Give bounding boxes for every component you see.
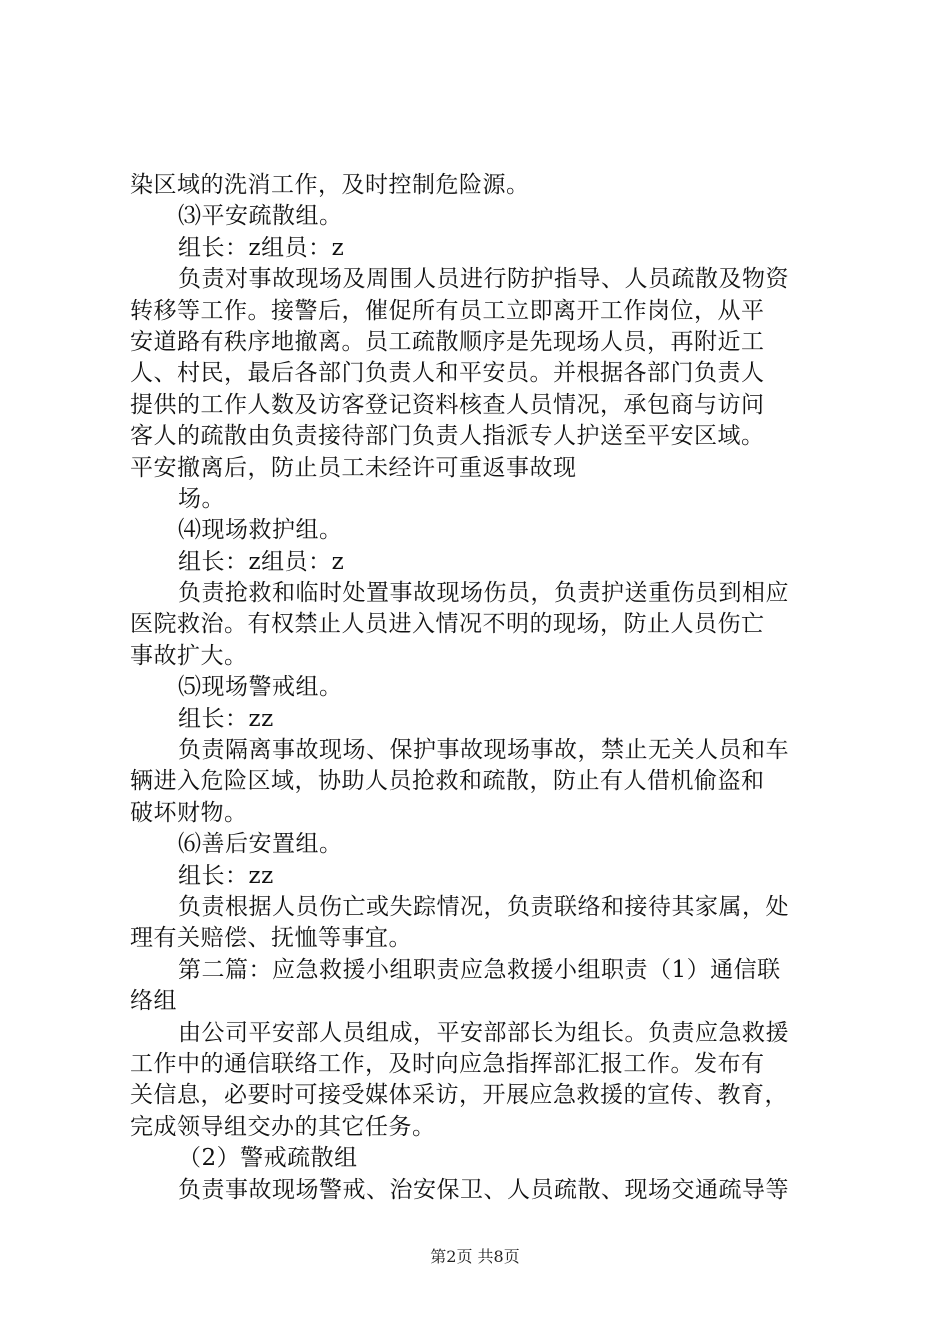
text-line: 转移等工作。接警后，催促所有员工立即离开工作岗位，从平: [130, 297, 765, 324]
text-line: ⑶平安疏散组。: [178, 203, 343, 230]
text-line: 理有关赔偿、抚恤等事宜。: [130, 925, 412, 952]
text-line: ⑸现场警戒组。: [178, 674, 343, 701]
text-line: 负责根据人员伤亡或失踪情况，负责联络和接待其家属，处: [178, 893, 789, 920]
text-line: 工作中的通信联络工作，及时向应急指挥部汇报工作。发布有: [130, 1050, 765, 1077]
text-line: 组长：z组员：z: [178, 234, 345, 261]
text-line: 平安撤离后，防止员工未经许可重返事故现: [130, 454, 577, 481]
text-line: 组长：z组员：z: [178, 548, 345, 575]
text-line: 事故扩大。: [130, 642, 248, 669]
text-line: ⑷现场救护组。: [178, 517, 343, 544]
text-line: 负责事故现场警戒、治安保卫、人员疏散、现场交通疏导等: [178, 1176, 789, 1203]
text-line: 负责隔离事故现场、保护事故现场事故，禁止无关人员和车: [178, 737, 789, 764]
text-line: 染区域的洗消工作，及时控制危险源。: [130, 172, 530, 198]
text-line: 由公司平安部人员组成，平安部部长为组长。负责应急救援: [178, 1019, 789, 1046]
document-body: [130, 170, 840, 1206]
text-line: 组长：zz: [178, 705, 274, 732]
text-line: 负责对事故现场及周围人员进行防护指导、人员疏散及物资: [178, 266, 789, 293]
text-line: 组长：zz: [178, 862, 274, 889]
text-line: 人、村民，最后各部门负责人和平安员。并根据各部门负责人: [130, 360, 765, 387]
text-line: 安道路有秩序地撤离。员工疏散顺序是先现场人员，再附近工: [130, 328, 765, 355]
text-line: 辆进入危险区域，协助人员抢救和疏散，防止有人借机偷盗和: [130, 768, 765, 795]
text-line: 负责抢救和临时处置事故现场伤员，负责护送重伤员到相应: [178, 580, 789, 607]
text-line: 医院救治。有权禁止人员进入情况不明的现场，防止人员伤亡: [130, 611, 765, 638]
text-line: 络组: [130, 988, 177, 1015]
text-line: 关信息，必要时可接受媒体采访，开展应急救援的宣传、教育，: [130, 1082, 788, 1109]
text-line: ⑹善后安置组。: [178, 831, 343, 858]
text-line: （2）警戒疏散组: [178, 1145, 358, 1172]
text-line: 提供的工作人数及访客登记资料核查人员情况，承包商与访问: [130, 391, 765, 418]
text-line: 场。: [178, 485, 225, 512]
page-footer: 第2页 共8页: [430, 1247, 520, 1266]
text-line: 完成领导组交办的其它任务。: [130, 1113, 436, 1140]
text-line: 第二篇：应急救援小组职责应急救援小组职责（1）通信联: [178, 956, 781, 983]
text-line: 破坏财物。: [130, 799, 248, 826]
text-line: 客人的疏散由负责接待部门负责人指派专人护送至平安区域。: [130, 423, 765, 450]
